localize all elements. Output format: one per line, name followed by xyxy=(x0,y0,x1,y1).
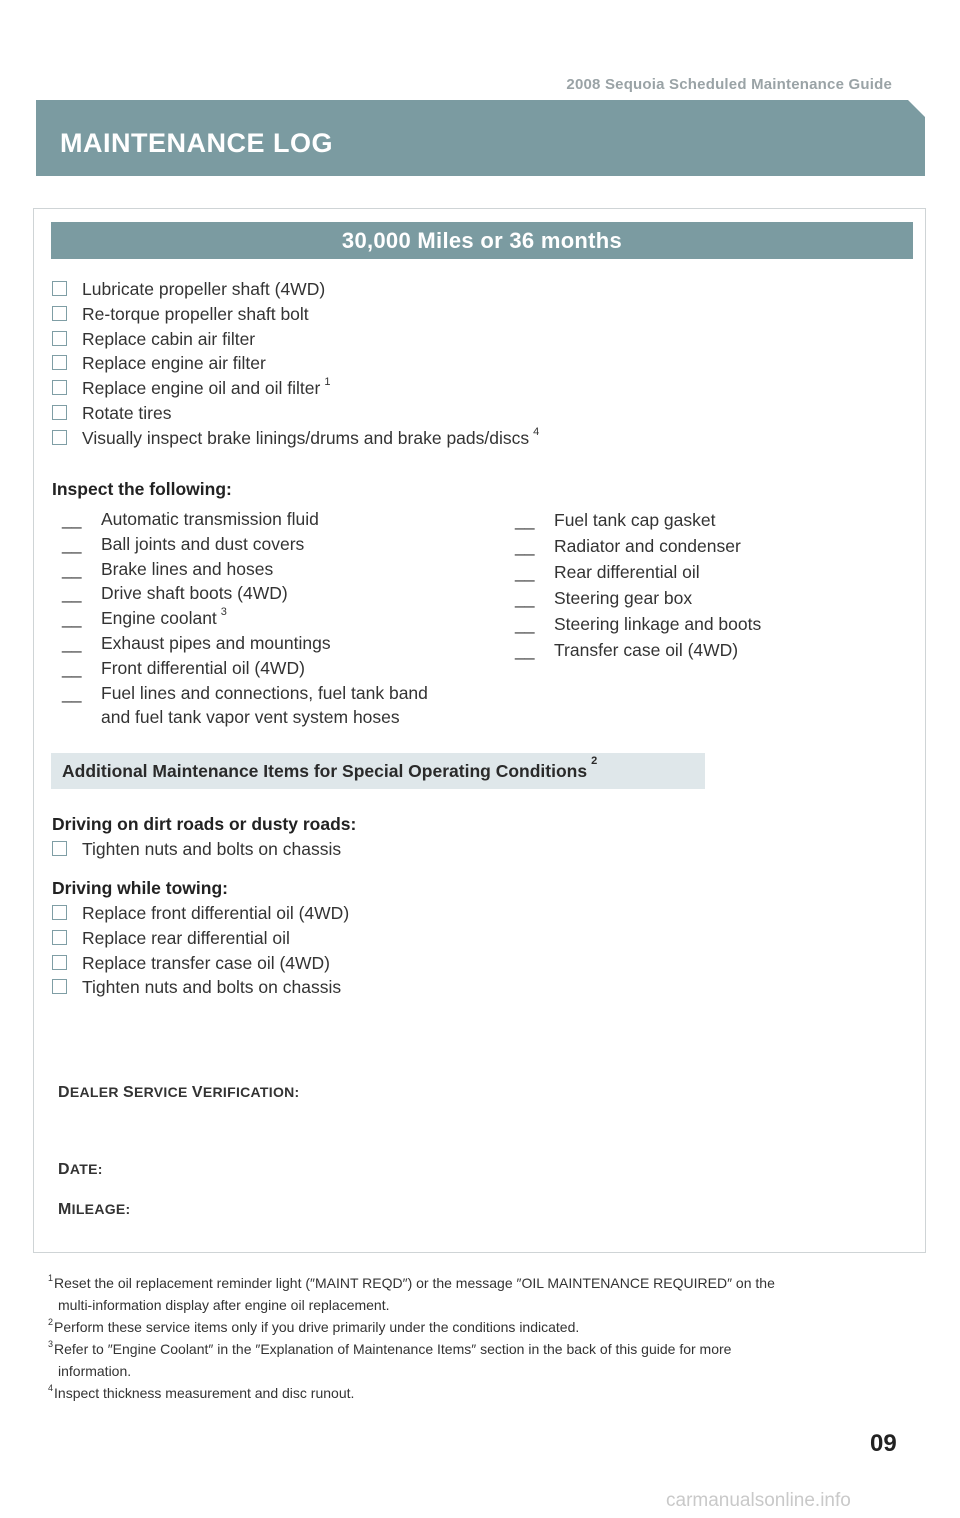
inspect-item: __ Exhaust pipes and mountings xyxy=(62,632,331,653)
footnote: $^2$Perform these service items only if you drive primarily under the conditions indicated. xyxy=(48,1317,580,1335)
inspect-item: __ Ball joints and dust covers xyxy=(62,533,305,554)
mileage-label: MILEAGE: xyxy=(58,1201,131,1218)
checklist-item[interactable]: Re-torque propeller shaft bolt xyxy=(52,302,539,327)
checklist-item[interactable]: Lubricate propeller shaft (4WD) xyxy=(52,277,539,302)
footnote-ref: 1 xyxy=(324,376,331,389)
towing-checklist xyxy=(52,901,349,1000)
inspect-item: __ Front differential oil (4WD) xyxy=(62,657,305,678)
checklist-item[interactable]: Replace transfer case oil (4WD) xyxy=(52,951,349,976)
inspect-item: __ Fuel tank cap gasket xyxy=(515,510,716,530)
inspect-item: __ Drive shaft boots (4WD) xyxy=(62,583,288,604)
inspect-item: __ Rear differential oil xyxy=(515,562,700,582)
inspect-item: __ Automatic transmission fluid xyxy=(62,509,319,529)
checklist-item[interactable]: Replace engine oil and oil filter $^1$ xyxy=(52,376,539,401)
footnote: $^1$Reset the oil replacement reminder light (″MAINT REQD″) or the message ″OIL MAINTENANCE REQUIRED″ on the multi-information display after engine oil replacement. xyxy=(48,1273,775,1313)
banner-corner-notch xyxy=(908,100,925,117)
inspect-heading: Inspect the following: xyxy=(52,479,232,499)
dirt-roads-heading: Driving on dirt roads or dusty roads: xyxy=(52,814,357,834)
guide-title: 2008 Sequoia Scheduled Maintenance Guide xyxy=(566,76,892,93)
checkbox[interactable] xyxy=(52,331,67,346)
checklist-item[interactable]: Rotate tires xyxy=(52,401,539,426)
page-title: MAINTENANCE LOG xyxy=(60,128,333,158)
inspect-list-left xyxy=(62,507,428,730)
dealer-verification-label: DEALER SERVICE VERIFICATION: xyxy=(58,1084,300,1101)
footnote-ref: 4 xyxy=(533,425,540,438)
checklist-item[interactable]: Replace front differential oil (4WD) xyxy=(52,901,349,926)
footnote-ref: 3 xyxy=(220,606,227,619)
footnote: $^4$Inspect thickness measurement and disc runout. xyxy=(48,1383,355,1401)
checkbox[interactable] xyxy=(52,281,67,296)
inspect-item: __ Radiator and condenser xyxy=(515,536,741,556)
checklist-item[interactable]: Tighten nuts and bolts on chassis xyxy=(52,837,341,862)
inspect-item-continuation: and fuel tank vapor vent system hoses xyxy=(101,707,400,728)
inspect-list-right xyxy=(515,507,761,663)
inspect-item: __ Brake lines and hoses xyxy=(62,558,274,579)
service-checklist xyxy=(52,277,539,451)
checkbox[interactable] xyxy=(52,306,67,321)
inspect-item: __ Transfer case oil (4WD) xyxy=(515,640,739,660)
checklist-item[interactable]: Replace cabin air filter xyxy=(52,327,539,352)
checkbox[interactable] xyxy=(52,380,67,395)
date-label: DATE: xyxy=(58,1161,103,1178)
checklist-item[interactable]: Replace engine air filter xyxy=(52,351,539,376)
checkbox[interactable] xyxy=(52,979,67,994)
inspect-item: __ Steering linkage and boots xyxy=(515,614,762,634)
checklist-item[interactable]: Tighten nuts and bolts on chassis xyxy=(52,975,349,1000)
checkbox[interactable] xyxy=(52,355,67,370)
checklist-item[interactable]: Replace rear differential oil xyxy=(52,926,349,951)
checkbox[interactable] xyxy=(52,405,67,420)
watermark: carmanualsonline.info xyxy=(666,1490,851,1511)
checkbox[interactable] xyxy=(52,430,67,445)
towing-heading: Driving while towing: xyxy=(52,878,228,898)
checkbox[interactable] xyxy=(52,905,67,920)
footnote: $^3$Refer to ″Engine Coolant″ in the ″Explanation of Maintenance Items″ section in the back of this guide for more information. xyxy=(48,1339,732,1379)
checkbox[interactable] xyxy=(52,930,67,945)
inspect-item: __ Steering gear box xyxy=(515,588,693,608)
checkbox[interactable] xyxy=(52,841,67,856)
checkbox[interactable] xyxy=(52,955,67,970)
inspect-item: __ Engine coolant $^3$ xyxy=(62,606,227,629)
checklist-item[interactable]: Visually inspect brake linings/drums and brake pads/discs $^4$ xyxy=(52,426,539,451)
inspect-item: __ Fuel lines and connections, fuel tank band xyxy=(62,682,428,703)
dirt-roads-checklist xyxy=(52,837,341,862)
footnote-ref: 2 xyxy=(591,755,598,767)
page-number: 09 xyxy=(870,1430,897,1457)
interval-heading: 30,000 Miles or 36 months xyxy=(51,222,913,259)
special-conditions-title: Additional Maintenance Items for Special Operating Conditions $^2$ xyxy=(62,755,598,781)
footnotes xyxy=(48,1272,888,1404)
